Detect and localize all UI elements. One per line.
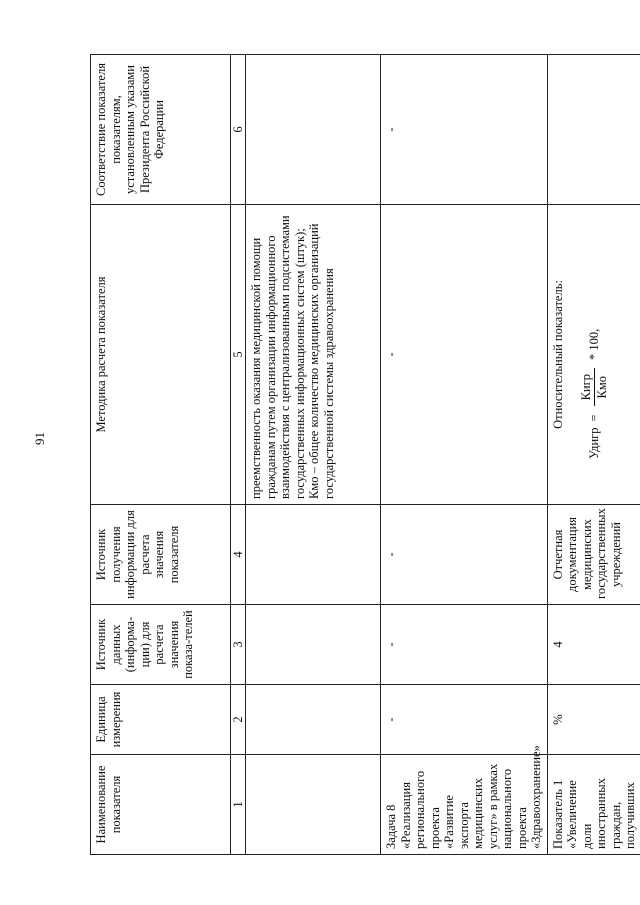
formula-lhs: Удигр — [586, 427, 601, 459]
header-name: Наименование показателя — [91, 755, 231, 855]
cell-unit — [246, 685, 381, 755]
cell-compliance: - — [381, 55, 548, 205]
cell-method — [547, 205, 640, 505]
cell-info-source — [246, 505, 381, 605]
cell-unit: - — [381, 685, 548, 755]
header-data-source: Источник данных (информа-ции) для расчета значения показа-телей — [91, 605, 231, 685]
table-row — [381, 55, 548, 855]
table-row — [547, 55, 640, 855]
cell-data-source — [246, 605, 381, 685]
cell-name: Показатель 1 «Увеличение доли иностранных граждан, получивших — [547, 755, 640, 855]
indicator-table — [90, 54, 640, 855]
header-info-source: Источник получения информации для расчета значения показателя — [91, 505, 231, 605]
header-method: Методика расчета показателя — [91, 205, 231, 505]
column-number: 2 — [231, 685, 246, 755]
rotated-table-container — [90, 55, 637, 855]
cell-info-source: - — [381, 505, 548, 605]
cell-compliance — [246, 55, 381, 205]
cell-unit: % — [547, 685, 640, 755]
cell-method: преемственность оказания медицинской помощи гражданам путем организации информационного взаимодействия с централизованными подсистемами государственных информационных систем (штук); Кмо – общее количество медицинских организаций государственной системы здравоохранения — [246, 205, 381, 505]
cell-data-source: 4 — [547, 605, 640, 685]
header-compliance: Соответствие показателя показателям, установленным указами Президента Российской Федерации — [91, 55, 231, 205]
column-number-row — [231, 55, 246, 855]
cell-compliance — [547, 55, 640, 205]
formula-denominator: Кмо — [594, 375, 609, 399]
formula-numerator: Кигр — [579, 368, 595, 406]
formula-tail: * 100, — [586, 328, 601, 360]
header-row — [91, 55, 231, 855]
formula — [579, 210, 609, 499]
cell-name: Задача 8 «Реализация регионального проекта «Развитие экспорта медицинских услуг» в рамках национального проекта «Здравоохранение» — [381, 755, 548, 855]
formula-fraction — [579, 368, 609, 406]
formula-eq: = — [586, 414, 601, 422]
header-unit: Единица измерения — [91, 685, 231, 755]
table-row — [246, 55, 381, 855]
column-number: 3 — [231, 605, 246, 685]
column-number: 6 — [231, 55, 246, 205]
column-number: 1 — [231, 755, 246, 855]
column-number: 5 — [231, 205, 246, 505]
method-label: Относительный показатель: — [550, 280, 565, 429]
cell-name — [246, 755, 381, 855]
cell-method: - — [381, 205, 548, 505]
cell-data-source: - — [381, 605, 548, 685]
cell-info-source: Отчетная документация медицинских государственных учреждений — [547, 505, 640, 605]
column-number: 4 — [231, 505, 246, 605]
page-number: 91 — [32, 432, 47, 445]
